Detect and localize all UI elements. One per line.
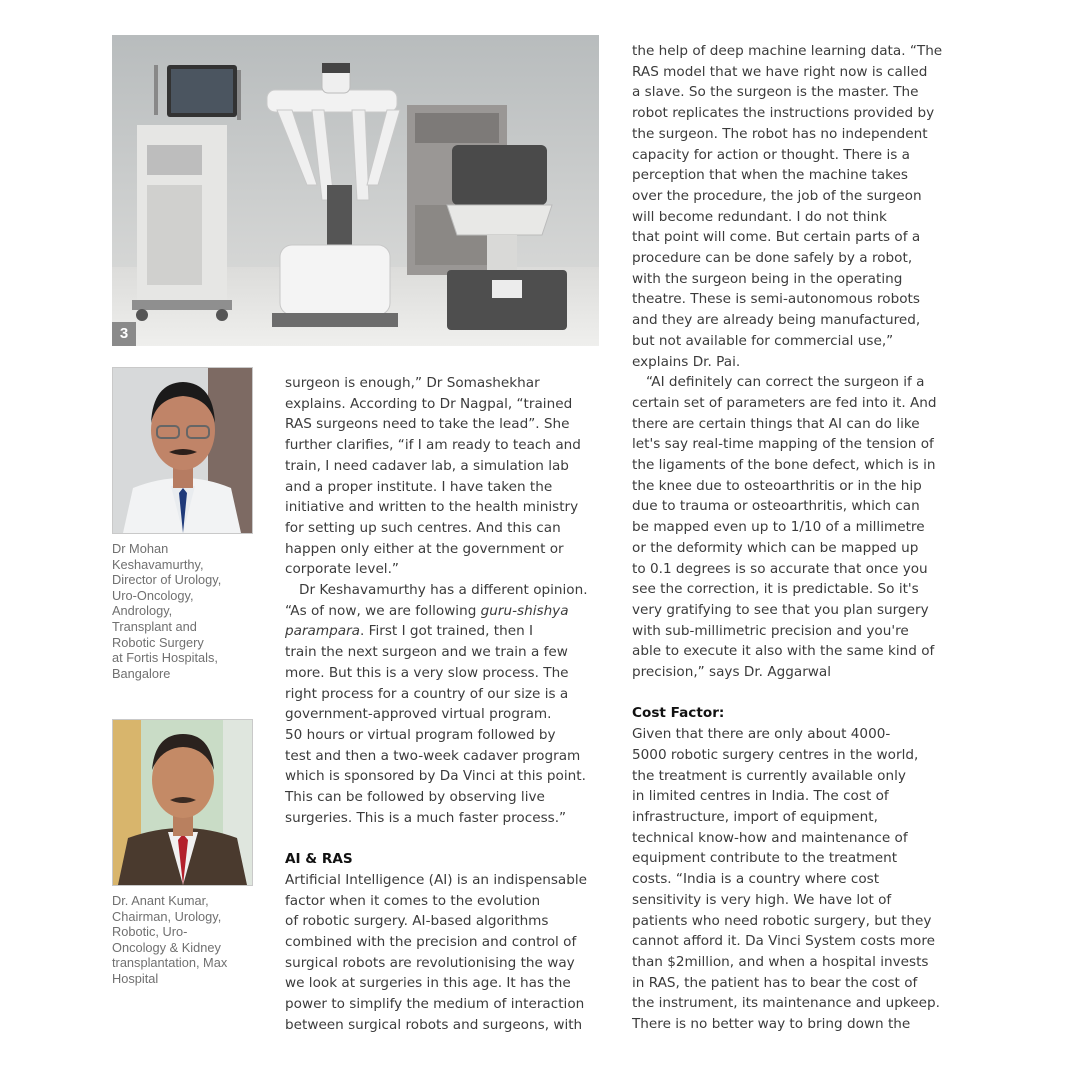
robot-illustration bbox=[112, 35, 599, 346]
text-line: RAS surgeons need to take the lead”. She bbox=[285, 416, 570, 433]
caption-line: Chairman, Urology, bbox=[112, 908, 222, 924]
article-column-middle bbox=[285, 373, 605, 1035]
text-line: theatre. These is semi-autonomous robots bbox=[632, 291, 920, 308]
text-line: factor when it comes to the evolution bbox=[285, 892, 541, 909]
text-line: surgeon is enough,” Dr Somashekhar bbox=[285, 375, 540, 391]
text-line: than $2million, and when a hospital invests bbox=[632, 953, 929, 970]
text-line: train the next surgeon and we train a few bbox=[285, 644, 568, 661]
text-line: happen only either at the government or bbox=[285, 540, 564, 557]
text-line: initiative and written to the health ministry bbox=[285, 499, 579, 516]
caption-anant-kumar bbox=[112, 893, 258, 987]
text-line: with the surgeon being in the operating bbox=[632, 270, 903, 287]
text-line: which is sponsored by Da Vinci at this point. bbox=[285, 768, 586, 785]
text-line: will become redundant. I do not think bbox=[632, 208, 887, 225]
text-line: of robotic surgery. AI-based algorithms bbox=[285, 913, 549, 930]
text-line: very gratifying to see that you plan surgery bbox=[632, 601, 929, 618]
text-line: infrastructure, import of equipment, bbox=[632, 809, 878, 825]
paragraph bbox=[632, 41, 954, 372]
text-line: right process for a country of our size is a bbox=[285, 685, 569, 702]
section-heading-cost-factor: Cost Factor: bbox=[632, 705, 725, 722]
text-line: and they are already being manufactured, bbox=[632, 312, 921, 329]
caption-line: Hospital bbox=[112, 970, 159, 986]
text-line: be mapped even up to 1/10 of a millimetre bbox=[632, 519, 925, 536]
text-line: surgeries. This is a much faster process.” bbox=[285, 809, 567, 826]
doctor-portrait-image bbox=[113, 368, 252, 533]
caption-line: Director of Urology, bbox=[112, 572, 222, 588]
text-line: to 0.1 degrees is so accurate that once you bbox=[632, 560, 928, 577]
text-line: Dr Keshavamurthy has a different opinion. bbox=[299, 582, 588, 599]
text-line: robot replicates the instructions provided by bbox=[632, 105, 935, 122]
caption-line: Uro-Oncology, bbox=[112, 587, 194, 603]
text-line: able to execute it also with the same kind of bbox=[632, 643, 935, 660]
text-line: “AI definitely can correct the surgeon if a bbox=[646, 374, 925, 391]
paragraph bbox=[632, 372, 954, 683]
portrait-mohan-keshavamurthy bbox=[112, 367, 253, 534]
text-line: a slave. So the surgeon is the master. The bbox=[632, 84, 919, 101]
text-line: procedure can be done safely by a robot, bbox=[632, 250, 913, 267]
text-line: Artificial Intelligence (AI) is an indispensable bbox=[285, 871, 588, 888]
text-line: the knee due to osteoarthritis or in the hip bbox=[632, 477, 922, 494]
doctor-portrait-image bbox=[113, 720, 252, 885]
section-heading-ai-ras: AI & RAS bbox=[285, 851, 353, 868]
text-line: let's say real-time mapping of the tension of bbox=[632, 436, 934, 453]
text-line: precision,” says Dr. Aggarwal bbox=[632, 664, 832, 681]
paragraph bbox=[285, 580, 605, 828]
text-line: or the deformity which can be mapped up bbox=[632, 539, 919, 556]
text-line: perception that when the machine takes bbox=[632, 167, 908, 184]
text-line: the treatment is currently available only bbox=[632, 767, 906, 784]
text-line: sensitivity is very high. We have lot of bbox=[632, 891, 892, 908]
text-line: in limited centres in India. The cost of bbox=[632, 788, 889, 805]
text-line: explains. According to Dr Nagpal, “trained bbox=[285, 395, 573, 412]
emphasis-text: guru-shishya bbox=[480, 602, 569, 619]
caption-line: Andrology, bbox=[112, 603, 173, 619]
caption-line: Oncology & Kidney bbox=[112, 939, 221, 955]
text-line: corporate level.” bbox=[285, 561, 399, 578]
text-line: surgical robots are revolutionising the way bbox=[285, 954, 575, 971]
text-line: more. But this is a very slow process. The bbox=[285, 664, 569, 681]
text-line: patients who need robotic surgery, but they bbox=[632, 912, 932, 929]
caption-line: Bangalore bbox=[112, 665, 171, 681]
text-line: costs. “India is a country where cost bbox=[632, 871, 880, 888]
figure-number: 3 bbox=[112, 322, 136, 346]
text-line: further clarifies, “if I am ready to teach and bbox=[285, 437, 581, 454]
caption-line: Transplant and bbox=[112, 618, 197, 634]
text-line: see the correction, it is predictable. So it's bbox=[632, 581, 919, 598]
text-line: with sub-millimetric precision and you're bbox=[632, 622, 909, 639]
text-line: RAS model that we have right now is called bbox=[632, 63, 928, 80]
caption-line: at Fortis Hospitals, bbox=[112, 650, 218, 666]
text-line: equipment contribute to the treatment bbox=[632, 850, 898, 867]
text-line: but not available for commercial use,” bbox=[632, 332, 894, 349]
text-line: technical know-how and maintenance of bbox=[632, 829, 908, 846]
text-line: that point will come. But certain parts of a bbox=[632, 229, 921, 246]
text-line: due to trauma or osteoarthritis, which can bbox=[632, 498, 920, 515]
text-line: certain set of parameters are fed into it. And bbox=[632, 394, 937, 411]
text-line: the surgeon. The robot has no independent bbox=[632, 125, 928, 142]
robotic-surgery-system-photo bbox=[112, 35, 599, 346]
text-line: cannot afford it. Da Vinci System costs more bbox=[632, 933, 935, 950]
text-line: the ligaments of the bone defect, which is in bbox=[632, 457, 936, 474]
text-line: for setting up such centres. And this can bbox=[285, 519, 561, 536]
text-line: 5000 robotic surgery centres in the world, bbox=[632, 746, 919, 763]
text-line: capacity for action or thought. There is a bbox=[632, 146, 910, 163]
paragraph bbox=[285, 373, 605, 580]
caption-mohan-keshavamurthy bbox=[112, 541, 258, 681]
text-line: test and then a two-week cadaver program bbox=[285, 747, 581, 764]
text-line: combined with the precision and control of bbox=[285, 933, 577, 950]
caption-line: Robotic, Uro- bbox=[112, 924, 188, 940]
article-column-right bbox=[632, 41, 954, 1035]
text-line: in RAS, the patient has to bear the cost of bbox=[632, 974, 918, 991]
caption-line: Robotic Surgery bbox=[112, 634, 204, 650]
text-line: Given that there are only about 4000- bbox=[632, 726, 891, 743]
text-line: “As of now, we are following bbox=[285, 602, 481, 619]
text-line: there are certain things that AI can do like bbox=[632, 415, 920, 432]
text-line: government-approved virtual program. bbox=[285, 706, 552, 723]
text-line: This can be followed by observing live bbox=[285, 789, 545, 806]
emphasis-text: parampara bbox=[285, 623, 360, 640]
caption-line: Keshavamurthy, bbox=[112, 556, 204, 572]
caption-line: Dr Mohan bbox=[112, 541, 169, 556]
text-line: explains Dr. Pai. bbox=[632, 353, 741, 370]
caption-line: transplantation, Max bbox=[112, 955, 228, 971]
text-line: There is no better way to bring down the bbox=[632, 1016, 911, 1033]
text-line: over the procedure, the job of the surgeon bbox=[632, 187, 922, 204]
caption-line: Dr. Anant Kumar, bbox=[112, 893, 209, 908]
text-line: between surgical robots and surgeons, with bbox=[285, 1016, 583, 1033]
text-line: we look at surgeries in this age. It has the bbox=[285, 975, 571, 992]
text-line: and a proper institute. I have taken the bbox=[285, 478, 553, 495]
text-line: . First I got trained, then I bbox=[360, 623, 534, 640]
paragraph bbox=[285, 870, 605, 1036]
text-line: the instrument, its maintenance and upkeep. bbox=[632, 995, 940, 1012]
text-line: the help of deep machine learning data. “The bbox=[632, 43, 943, 59]
portrait-anant-kumar bbox=[112, 719, 253, 886]
text-line: 50 hours or virtual program followed by bbox=[285, 726, 556, 743]
paragraph bbox=[632, 724, 954, 1035]
text-line: power to simplify the medium of interaction bbox=[285, 996, 585, 1013]
text-line: train, I need cadaver lab, a simulation lab bbox=[285, 457, 569, 474]
